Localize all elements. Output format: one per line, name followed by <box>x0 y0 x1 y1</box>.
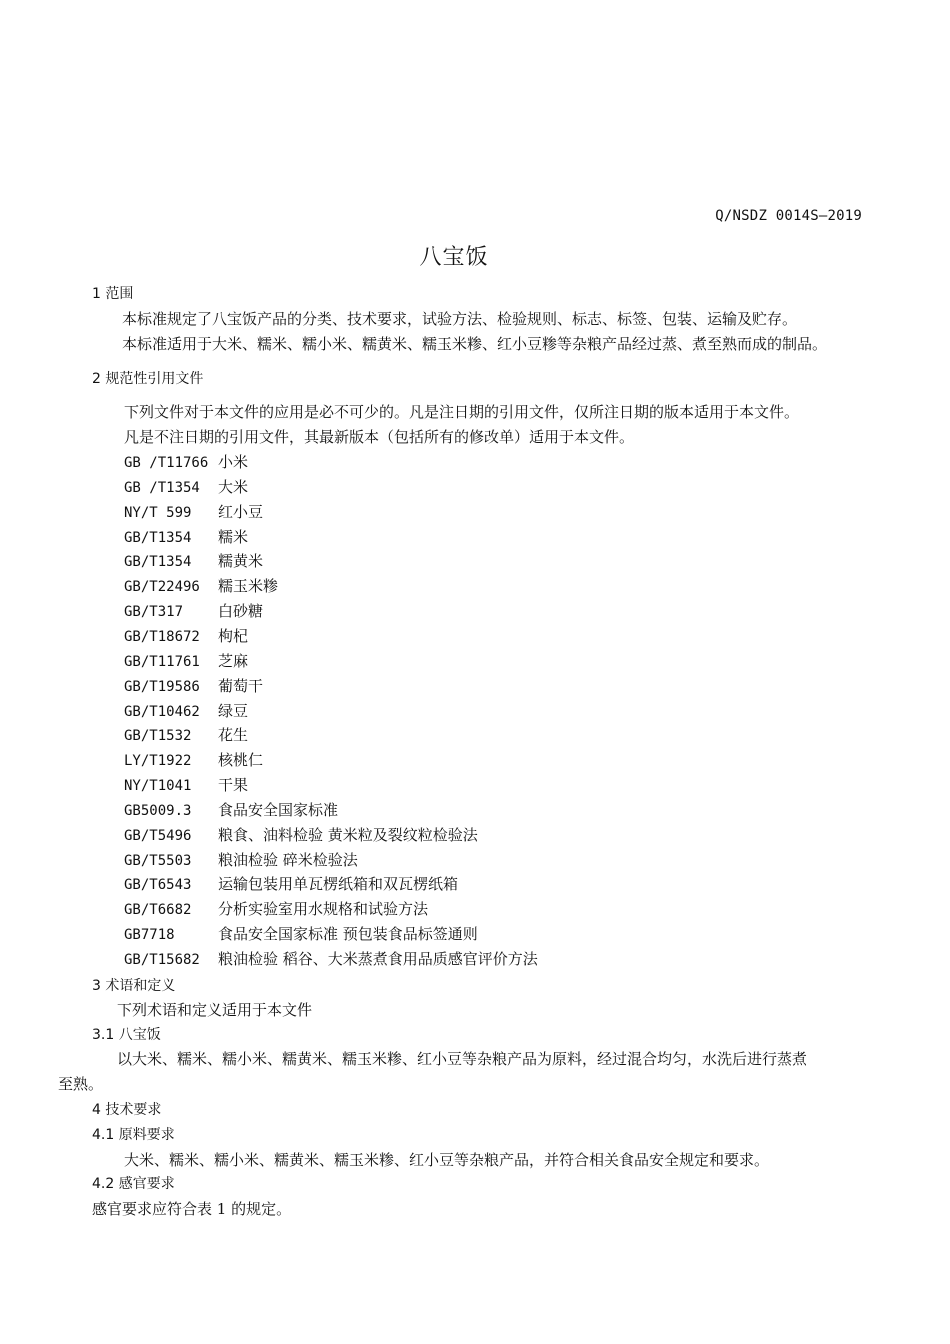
section-4-2-heading: 4.2 感官要求 <box>92 1176 175 1192</box>
reference-code: GB/T22496 <box>124 579 200 595</box>
reference-title: 分析实验室用水规格和试验方法 <box>218 900 429 918</box>
reference-title: 白砂糖 <box>218 602 264 620</box>
reference-item <box>124 527 248 548</box>
reference-item <box>124 750 263 771</box>
reference-code: GB5009.3 <box>124 803 192 819</box>
section-1-para-2: 本标准适用于大米、糯米、糯小米、糯黄米、糯玉米糁、红小豆糁等杂粮产品经过蒸、煮至熟而成的制品。 <box>122 335 828 353</box>
reference-item <box>124 899 428 920</box>
reference-code: GB/T1354 <box>124 530 192 546</box>
reference-item <box>124 850 358 871</box>
reference-item <box>124 551 263 572</box>
reference-item <box>124 626 248 647</box>
document-title: 八宝饭 <box>419 245 489 270</box>
reference-title: 绿豆 <box>218 702 249 720</box>
section-3-1-para-line-1: 以大米、糯米、糯小米、糯黄米、糯玉米糁、红小豆等杂粮产品为原料，经过混合均匀，水洗后进行蒸煮 <box>117 1050 808 1068</box>
reference-code: NY/T 599 <box>124 505 192 521</box>
reference-title: 食品安全国家标准 <box>218 801 339 819</box>
reference-item <box>124 924 478 945</box>
reference-code: NY/T1041 <box>124 778 192 794</box>
reference-item <box>124 477 248 498</box>
reference-title: 糯玉米糁 <box>218 577 279 595</box>
reference-code: GB/T10462 <box>124 704 200 720</box>
reference-title: 枸杞 <box>218 627 249 645</box>
reference-code: GB/T6543 <box>124 877 192 893</box>
reference-title: 糯米 <box>218 528 249 546</box>
reference-item <box>124 874 458 895</box>
reference-title: 红小豆 <box>218 503 264 521</box>
reference-item <box>124 949 538 970</box>
reference-code: GB /T11766 <box>124 455 209 471</box>
reference-title: 核桃仁 <box>218 751 264 769</box>
reference-title: 粮食、油料检验 黄米粒及裂纹粒检验法 <box>218 826 478 844</box>
reference-code: GB7718 <box>124 927 175 943</box>
reference-item <box>124 452 248 473</box>
reference-item <box>124 800 338 821</box>
section-4-2-para: 感官要求应符合表 1 的规定。 <box>92 1200 292 1218</box>
reference-code: GB/T317 <box>124 604 184 620</box>
reference-item <box>124 676 263 697</box>
section-4-1-para: 大米、糯米、糯小米、糯黄米、糯玉米糁、红小豆等杂粮产品，并符合相关食品安全规定和要求。 <box>124 1151 770 1169</box>
reference-item <box>124 775 248 796</box>
section-3-para-1: 下列术语和定义适用于本文件 <box>117 1001 313 1019</box>
reference-item <box>124 725 248 746</box>
reference-code: GB/T18672 <box>124 629 200 645</box>
document-code: Q/NSDZ 0014S—2019 <box>715 208 862 224</box>
section-3-1-heading: 3.1 八宝饭 <box>92 1027 161 1043</box>
section-2-heading: 2 规范性引用文件 <box>92 371 204 387</box>
reference-item <box>124 576 278 597</box>
reference-title: 食品安全国家标准 预包装食品标签通则 <box>218 925 478 943</box>
section-1-para-1: 本标准规定了八宝饭产品的分类、技术要求，试验方法、检验规则、标志、标签、包装、运输及贮存。 <box>122 310 798 328</box>
reference-code: GB/T1354 <box>124 554 192 570</box>
reference-code: GB/T1532 <box>124 728 192 744</box>
reference-title: 葡萄干 <box>218 677 264 695</box>
reference-code: GB/T5503 <box>124 853 192 869</box>
section-2-para-1: 下列文件对于本文件的应用是必不可少的。凡是注日期的引用文件，仅所注日期的版本适用于本文件。 <box>124 403 800 421</box>
reference-title: 大米 <box>218 478 249 496</box>
reference-code: GB/T6682 <box>124 902 192 918</box>
reference-title: 粮油检验 稻谷、大米蒸煮食用品质感官评价方法 <box>218 950 538 968</box>
section-3-1-para-line-2: 至熟。 <box>58 1075 104 1093</box>
section-1-heading: 1 范围 <box>92 286 134 302</box>
reference-title: 花生 <box>218 726 249 744</box>
section-4-heading: 4 技术要求 <box>92 1102 162 1118</box>
reference-title: 糯黄米 <box>218 552 264 570</box>
reference-title: 运输包装用单瓦楞纸箱和双瓦楞纸箱 <box>218 875 459 893</box>
section-2-para-2: 凡是不注日期的引用文件，其最新版本（包括所有的修改单）适用于本文件。 <box>124 428 635 446</box>
reference-code: GB/T5496 <box>124 828 192 844</box>
reference-item <box>124 825 478 846</box>
reference-code: GB/T15682 <box>124 952 200 968</box>
reference-title: 芝麻 <box>218 652 249 670</box>
reference-title: 粮油检验 碎米检验法 <box>218 851 358 869</box>
reference-item <box>124 701 248 722</box>
reference-code: LY/T1922 <box>124 753 192 769</box>
reference-item <box>124 601 263 622</box>
reference-code: GB/T19586 <box>124 679 200 695</box>
reference-code: GB/T11761 <box>124 654 200 670</box>
section-3-heading: 3 术语和定义 <box>92 978 176 994</box>
reference-item <box>124 502 263 523</box>
reference-item <box>124 651 248 672</box>
reference-code: GB /T1354 <box>124 480 200 496</box>
section-4-1-heading: 4.1 原料要求 <box>92 1127 175 1143</box>
reference-title: 小米 <box>218 453 249 471</box>
reference-title: 干果 <box>218 776 249 794</box>
